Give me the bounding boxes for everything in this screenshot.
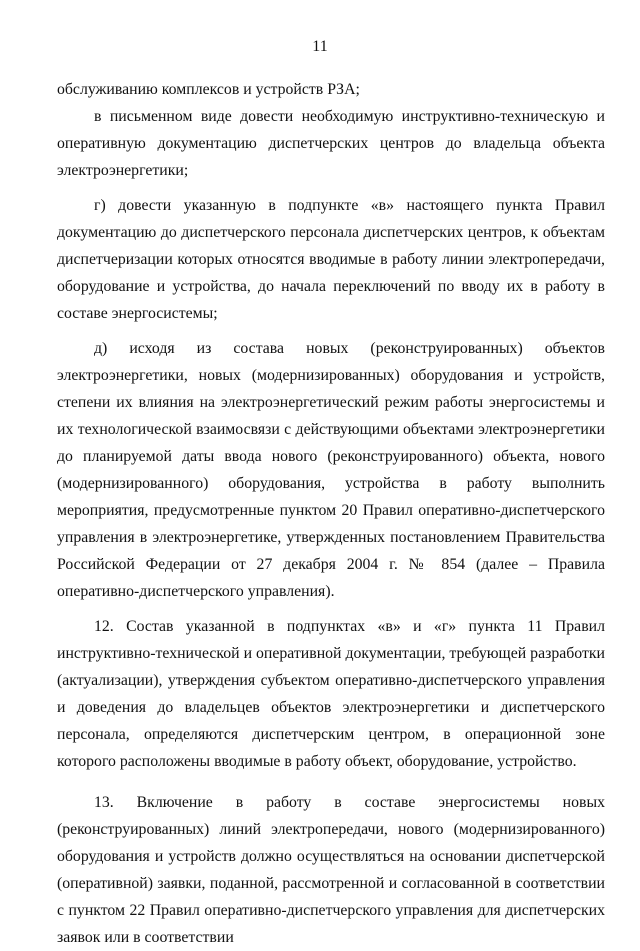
paragraph-subitem-g: г) довести указанную в подпункте «в» настоящего пункта Правил документацию до диспетчерского персонала диспетчерских центров, к объектам диспетчеризации которых относятся вводимые в работу линии электропередачи, оборудование и устройства, до начала переключений по вводу их в работу в составе энергосистемы; [57,197,605,322]
page-number: 11 [312,38,328,55]
document-body [57,76,605,951]
paragraph-item-12: 12. Состав указанной в подпунктах «в» и «г» пункта 11 Правил инструктивно-технической и оперативной документации, требующей разработки (актуализации), утверждения субъектом оперативно-диспетчерского управления и доведения до владельцев объектов электроэнергетики и диспетчерского персонала, определяются диспетчерским центром, в операционной зоне которого расположены вводимые в работу объект, оборудование, устройство. [57,618,605,770]
paragraph-item-13: 13. Включение в работу в составе энергосистемы новых (реконструированных) линий электропередачи, нового (модернизированного) оборудования и устройств должно осуществляться на основании диспетчерской (оперативной) заявки, поданной, рассмотренной и согласованной в соответствии с пунктом 22 Правил оперативно-диспетчерского управления для диспетчерских заявок или в соответствии [57,794,605,946]
paragraph-continuation: обслуживанию комплексов и устройств РЗА; [57,81,360,98]
paragraph-subitem-d: д) исходя из состава новых (реконструированных) объектов электроэнергетики, новых (модернизированных) оборудования и устройств, степени их влияния на электроэнергетический режим работы энергосистемы и их технологической взаимосвязи с действующими объектами электроэнергетики до планируемой даты ввода нового (реконструированного) объекта, нового (модернизированного) оборудования, устройства в работу выполнить мероприятия, предусмотренные пунктом 20 Правил оперативно-диспетчерского управления в электроэнергетике, утвержденных постановлением Правительства Российской Федерации от 27 декабря 2004 г. № 854 (далее – Правила оперативно-диспетчерского управления). [57,340,605,600]
paragraph-subitem-v-continued: в письменном виде довести необходимую инструктивно-техническую и оперативную документацию диспетчерских центров до владельца объекта электроэнергетики; [57,108,605,179]
